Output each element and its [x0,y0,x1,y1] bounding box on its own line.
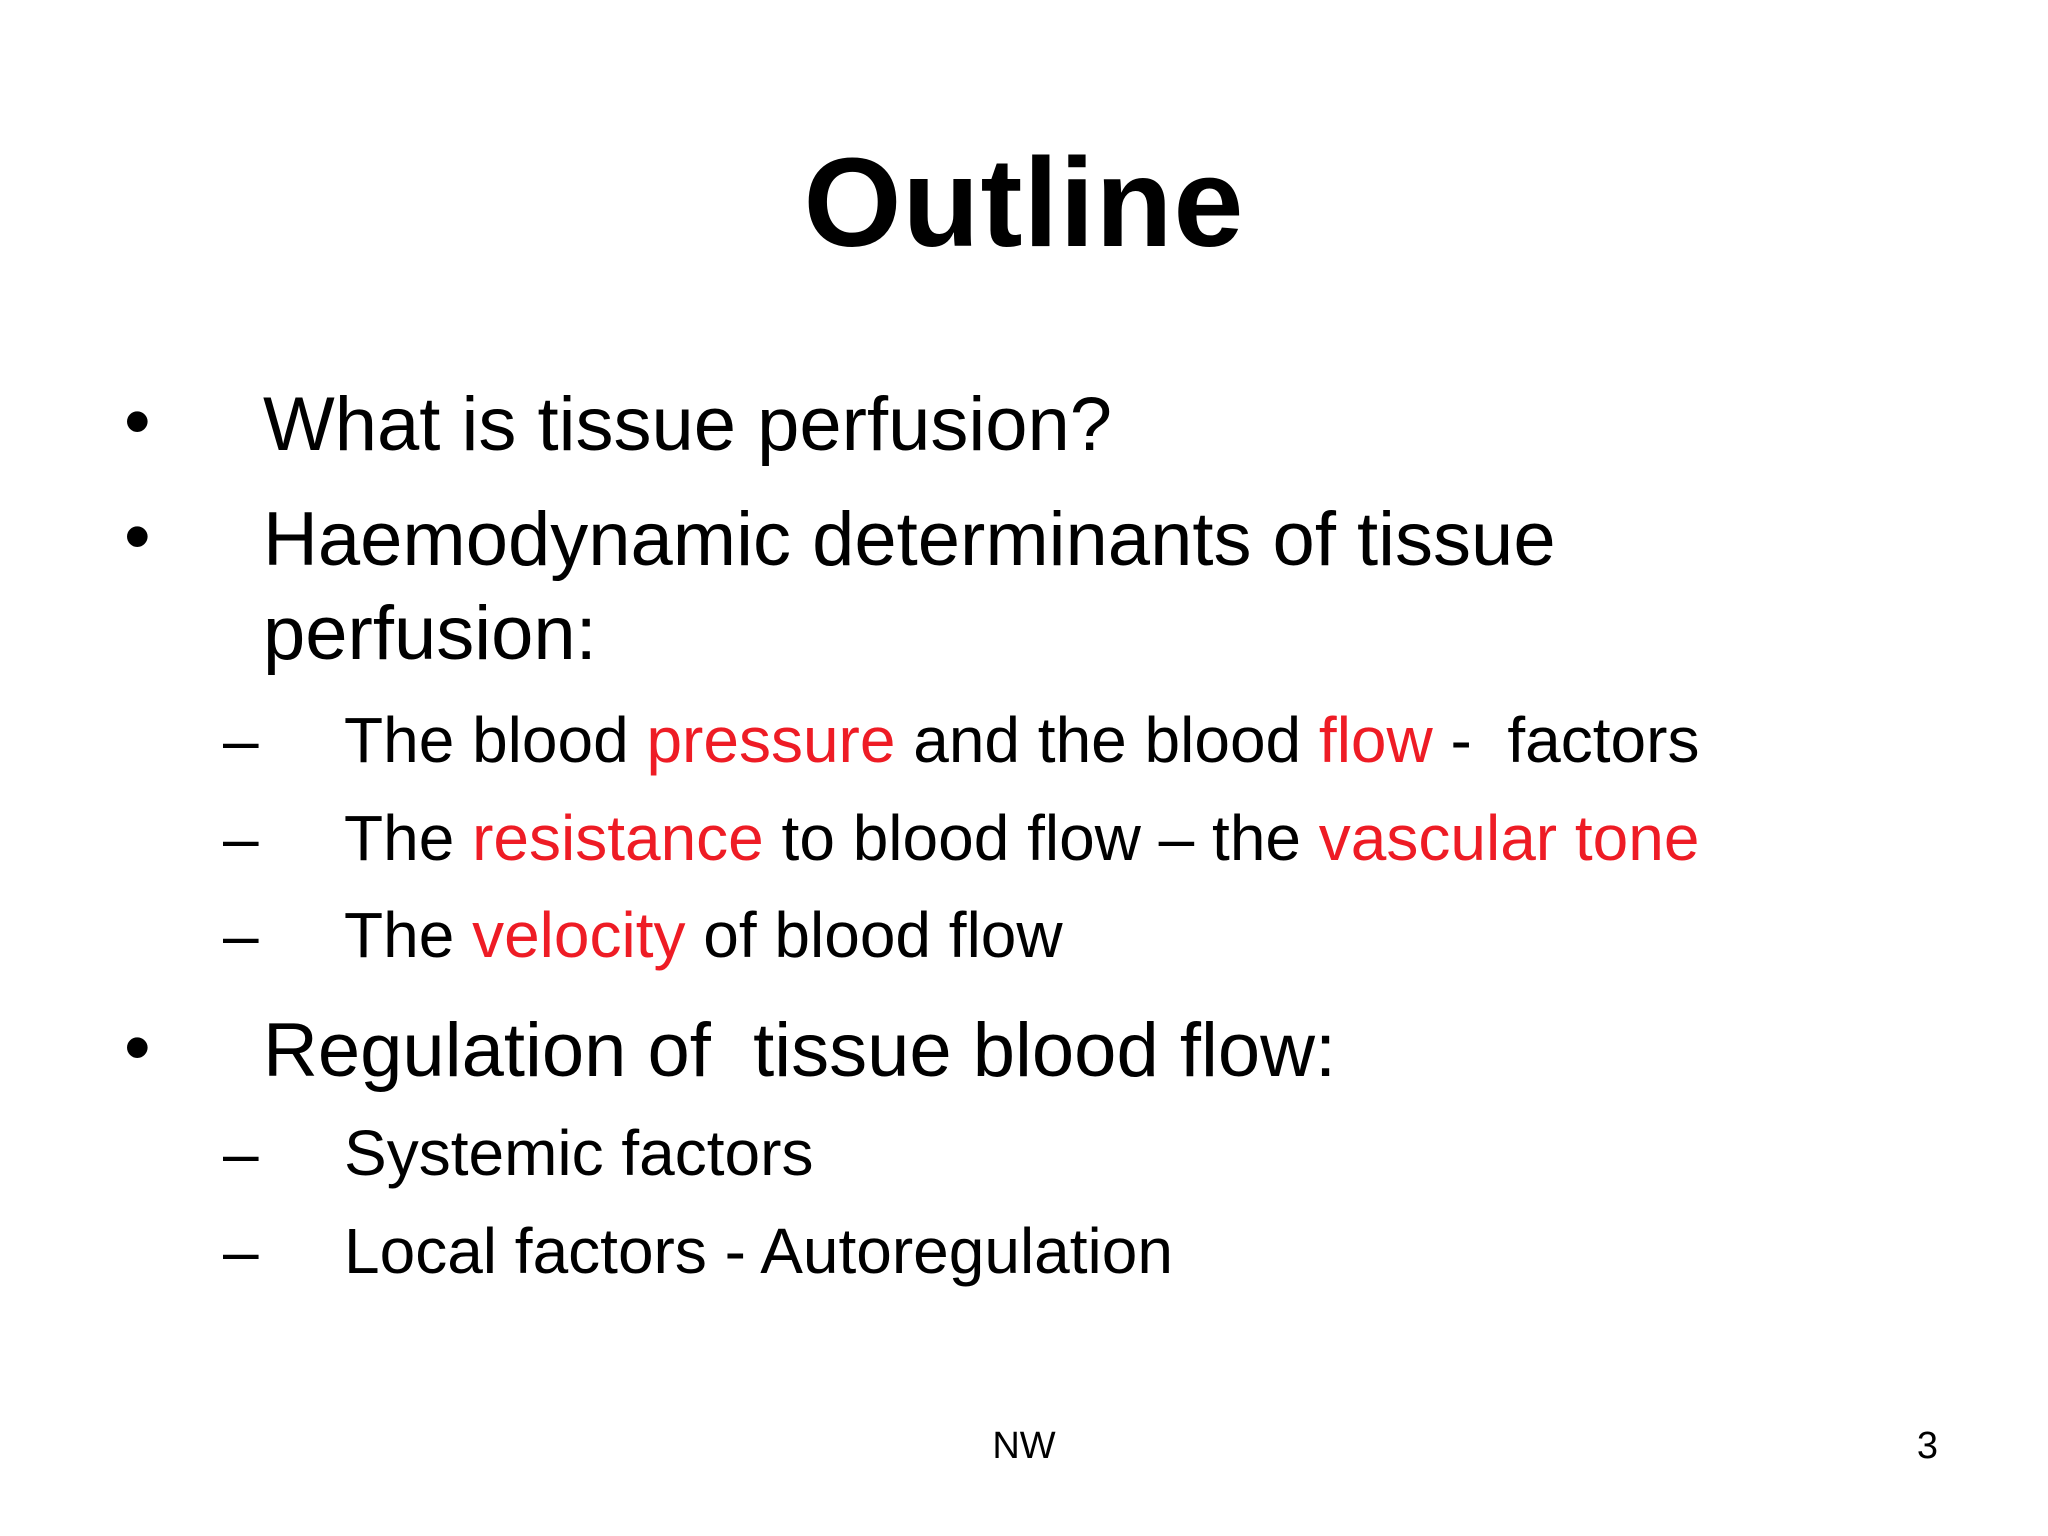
sub-item-text [344,800,1944,876]
sub-item-segment: - factors [1432,704,1700,776]
dash-icon: – [223,899,259,971]
page-number: 3 [1916,1425,1938,1467]
bullet-text: Haemodynamic determinants of tissue perfusion: [263,497,1556,676]
highlight-term: pressure [646,704,896,776]
bullet-text: What is tissue perfusion? [263,382,1113,467]
slide-title: Outline [803,132,1245,273]
sub-item-text [344,1213,1944,1289]
bullet-icon: • [124,379,151,464]
sub-item-segment: Systemic factors [344,1117,814,1189]
dash-icon: – [223,1215,259,1287]
sub-item-text [344,1115,1944,1191]
sub-item-segment: Local factors - Autoregulation [344,1215,1173,1287]
highlight-term: vascular tone [1318,802,1700,874]
highlight-term: velocity [472,899,686,971]
highlight-term: flow [1318,704,1433,776]
bullet-icon: • [124,1005,151,1090]
bullet-icon: • [124,494,151,579]
sub-item-segment: of blood flow [685,899,1063,971]
sub-item-segment: The blood [344,704,647,776]
sub-item-segment: The [344,802,473,874]
sub-item-segment: The [344,899,473,971]
footer-author: NW [992,1425,1056,1467]
dash-icon: – [223,704,259,776]
dash-icon: – [223,802,259,874]
highlight-term: resistance [472,802,764,874]
sub-item-text [344,897,1944,973]
dash-icon: – [223,1117,259,1189]
sub-item-text [344,702,1944,778]
sub-item-segment: to blood flow – the [763,802,1319,874]
sub-item-segment: and the blood [895,704,1319,776]
bullet-text: Regulation of tissue blood flow: [263,1008,1337,1093]
